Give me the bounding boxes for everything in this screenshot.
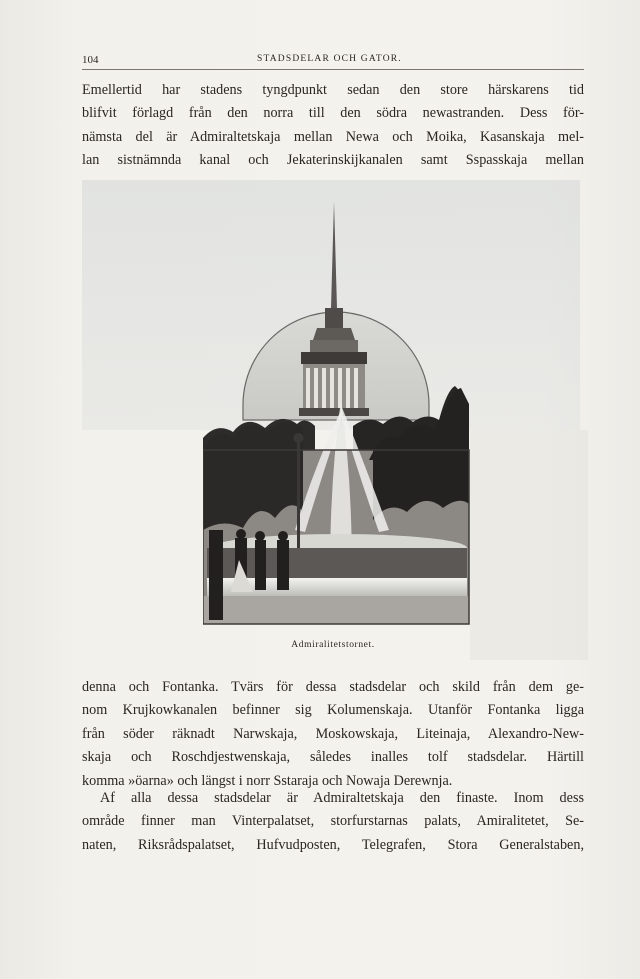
- text-line: denna och Fontanka. Tvärs för dessa stadsdelar och skild från dem ge-: [82, 679, 584, 695]
- paragraph-3: [82, 787, 584, 857]
- text-line: naten, Riksrådspalatset, Hufvudposten, Telegrafen, Stora Generalstaben,: [82, 836, 584, 853]
- text-line: nom Krujkowkanalen befinner sig Kolumenskaja. Utanför Fontanka ligga: [82, 702, 584, 719]
- text-line: blifvit förlagd från den norra till den södra newastranden. Dess för-: [82, 105, 584, 122]
- page-header: [82, 52, 584, 70]
- figure-caption: Admiralitetstornet.: [291, 640, 375, 650]
- text-line: från söder räknadt Narwskaja, Moskowskaja, Liteinaja, Alexandro-New-: [82, 725, 584, 742]
- text-line: område finner man Vinterpalatset, storfurstarnas palats, Amiralitetet, Se-: [82, 813, 584, 830]
- text-line: komma »öarna» och längst i norr Sstaraja och Nowaja Derewnja.: [82, 772, 453, 789]
- paragraph-1: [82, 79, 584, 173]
- paragraph-2: [82, 676, 584, 793]
- text-line: nämsta del är Admiraltetskaja mellan Newa och Moika, Kasanskaja mel-: [82, 128, 584, 145]
- text-line: skaja och Roschdjestwenskaja, således inalles tolf stadsdelar. Härtill: [82, 749, 584, 766]
- running-head: STADSDELAR OCH GATOR.: [257, 54, 402, 64]
- photograph-illustration: [203, 200, 471, 626]
- admiralty-tower-photograph: [203, 200, 471, 626]
- bleed-through-shade: [470, 430, 588, 660]
- text-line: Emellertid har stadens tyngdpunkt sedan den store härskarens tid: [82, 82, 584, 98]
- text-line: lan sistnämnda kanal och Jekaterinskijkanalen samt Sspasskaja mellan: [82, 152, 584, 169]
- page-number: 104: [82, 54, 99, 66]
- text-line: Af alla dessa stadsdelar är Admiraltetskaja den finaste. Inom dess: [100, 790, 584, 806]
- header-rule: [82, 69, 584, 70]
